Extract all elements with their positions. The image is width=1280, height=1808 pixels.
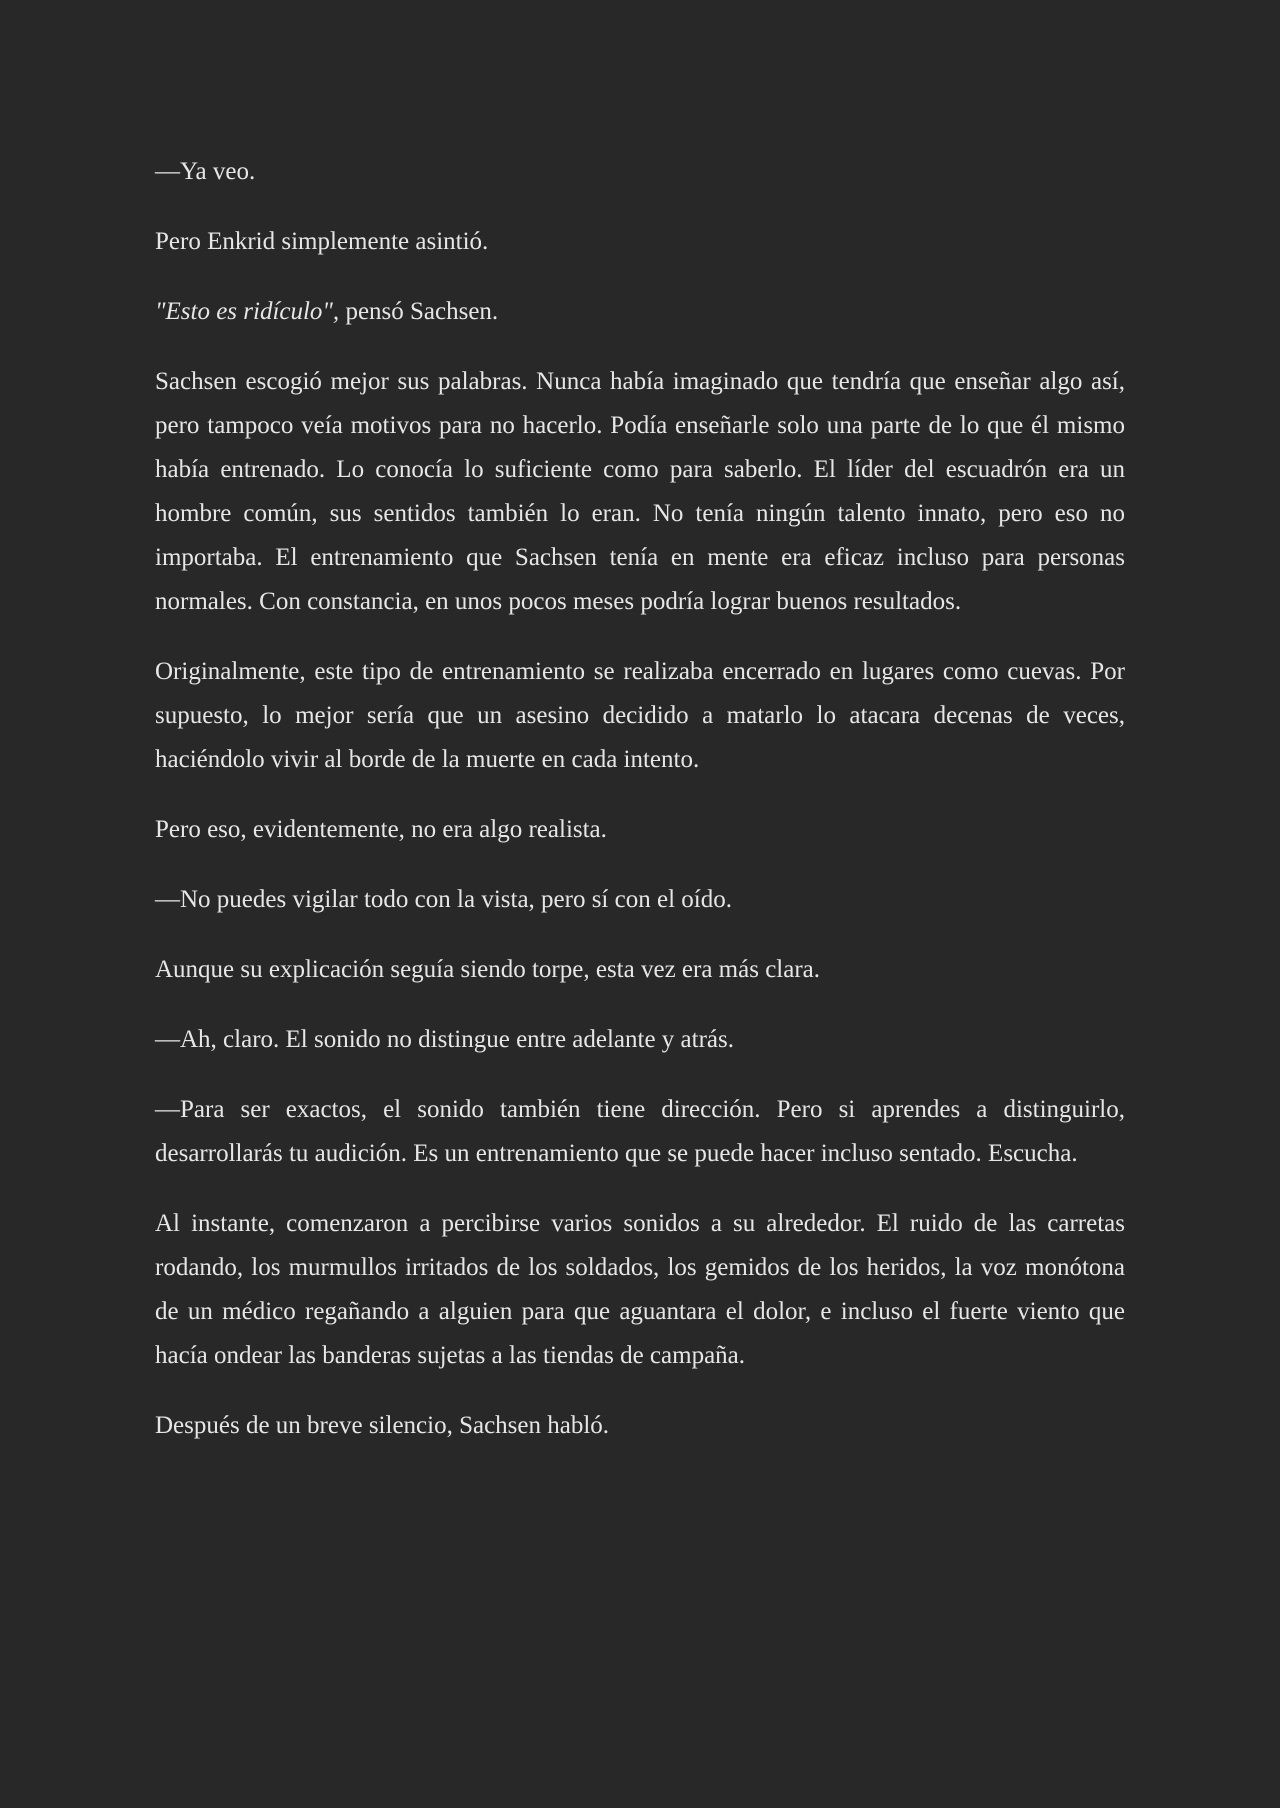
paragraph xyxy=(155,1018,1125,1062)
paragraph xyxy=(155,1088,1125,1176)
paragraph xyxy=(155,1202,1125,1378)
paragraph xyxy=(155,948,1125,992)
paragraph xyxy=(155,650,1125,782)
paragraph xyxy=(155,290,1125,334)
paragraph xyxy=(155,808,1125,852)
paragraph-text: Originalmente, este tipo de entrenamiento se realizaba encerrado en lugares como cuevas. Por supuesto, lo mejor sería que un asesino decidido a matarlo lo atacara decenas de veces, haciéndolo vivir al borde de la muerte en cada intento. xyxy=(155,658,1125,773)
paragraph xyxy=(155,360,1125,624)
paragraph-text: Sachsen escogió mejor sus palabras. Nunca había imaginado que tendría que enseñar algo así, pero tampoco veía motivos para no hacerlo. Podía enseñarle solo una parte de lo que él mismo había entrenado. Lo conocía lo suficiente como para saberlo. El líder del escuadrón era un hombre común, sus sentidos también lo eran. No tenía ningún talento innato, pero eso no importaba. El entrenamiento que Sachsen tenía en mente era eficaz incluso para personas normales. Con constancia, en unos pocos meses podría lograr buenos resultados. xyxy=(155,368,1125,615)
paragraph-text: pensó Sachsen. xyxy=(339,298,499,325)
paragraph xyxy=(155,150,1125,194)
paragraph-text: Después de un breve silencio, Sachsen habló. xyxy=(155,1412,610,1439)
chapter-text xyxy=(155,150,1125,1448)
paragraph-text: Pero eso, evidentemente, no era algo realista. xyxy=(155,816,607,843)
paragraph-text: —Ah, claro. El sonido no distingue entre adelante y atrás. xyxy=(155,1026,735,1053)
paragraph-text: Pero Enkrid simplemente asintió. xyxy=(155,228,489,255)
paragraph xyxy=(155,878,1125,922)
paragraph-text: —Para ser exactos, el sonido también tiene dirección. Pero si aprendes a distinguirlo, desarrollarás tu audición. Es un entrenamiento que se puede hacer incluso sentado. Escucha. xyxy=(155,1096,1125,1167)
paragraph-text: Aunque su explicación seguía siendo torpe, esta vez era más clara. xyxy=(155,956,821,983)
paragraph xyxy=(155,1404,1125,1448)
thought-italic-text: "Esto es ridículo", xyxy=(155,298,340,325)
paragraph-text: —Ya veo. xyxy=(155,158,256,185)
paragraph-text: Al instante, comenzaron a percibirse varios sonidos a su alrededor. El ruido de las carretas rodando, los murmullos irritados de los soldados, los gemidos de los heridos, la voz monótona de un médico regañando a alguien para que aguantara el dolor, e incluso el fuerte viento que hacía ondear las banderas sujetas a las tiendas de campaña. xyxy=(155,1210,1125,1369)
paragraph-text: —No puedes vigilar todo con la vista, pero sí con el oído. xyxy=(155,886,732,913)
paragraph xyxy=(155,220,1125,264)
